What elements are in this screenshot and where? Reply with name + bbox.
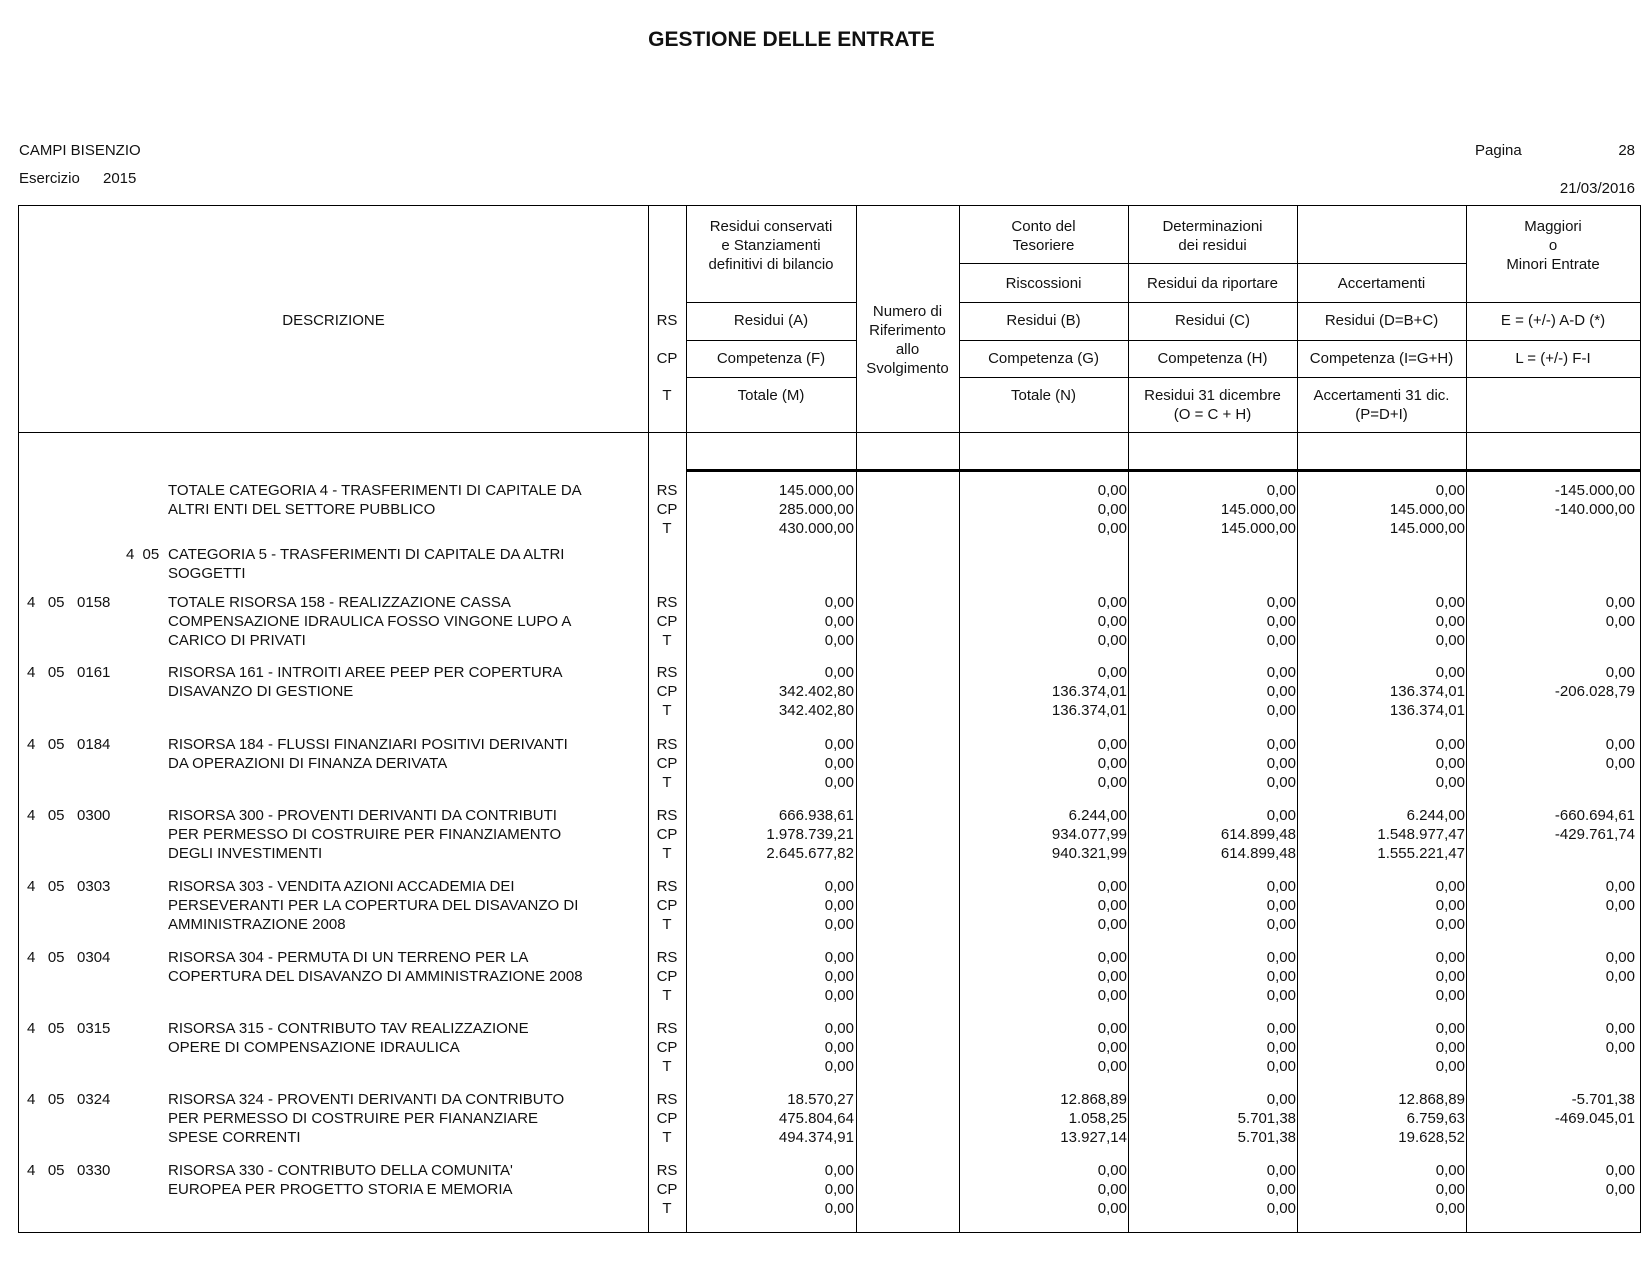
row-a: 18.570,27 475.804,64 494.374,91 <box>778 1091 854 1146</box>
row-e: -660.694,61 -429.761,74 <box>1554 807 1635 843</box>
row-types: RS CP T <box>656 807 678 862</box>
header-col-num: Numero di Riferimento allo Svolgimento <box>866 303 949 377</box>
exercise-year: 2015 <box>103 170 137 187</box>
row-desc: RISORSA 303 - VENDITA AZIONI ACCADEMIA DEI PERSEVERANTI PER LA COPERTURA DEL DISAVANZO DI AMMINISTRAZIONE 2008 <box>168 878 579 933</box>
row-b: 0,00 0,00 0,00 <box>1097 482 1127 537</box>
header-col-a-cp: Competenza (F) <box>716 350 826 367</box>
row-types: RS CP T <box>656 1020 678 1075</box>
row-code: 4 05 <box>126 546 160 563</box>
header-rule <box>959 302 1641 303</box>
row-types: RS CP T <box>656 482 678 537</box>
row-code: 4 05 0184 <box>27 736 111 753</box>
row-a: 145.000,00 285.000,00 430.000,00 <box>778 482 854 537</box>
row-b: 0,00 0,00 0,00 <box>1097 1020 1127 1075</box>
page-number: 28 <box>1618 142 1635 159</box>
row-c: 0,00 614.899,48 614.899,48 <box>1220 807 1296 862</box>
row-b: 0,00 0,00 0,00 <box>1097 949 1127 1004</box>
row-c: 0,00 0,00 0,00 <box>1266 1020 1296 1075</box>
header-col-c-rs: Residui (C) <box>1174 312 1250 329</box>
row-desc: RISORSA 184 - FLUSSI FINANZIARI POSITIVI DERIVANTI DA OPERAZIONI DI FINANZA DERIVATA <box>168 736 568 772</box>
row-b: 0,00 0,00 0,00 <box>1097 878 1127 933</box>
header-col-e-title: Maggiori o Minori Entrate <box>1506 218 1600 273</box>
header-col-c-title: Determinazioni dei residui <box>1162 218 1263 254</box>
header-t: T <box>662 387 672 404</box>
row-c: 0,00 0,00 0,00 <box>1266 664 1296 719</box>
header-col-c-t: Residui 31 dicembre (O = C + H) <box>1144 387 1281 423</box>
header-col-b-sub: Riscossioni <box>1005 275 1082 292</box>
header-col-b-title: Conto del Tesoriere <box>1011 218 1076 254</box>
header-rs: RS <box>656 312 678 329</box>
row-d: 0,00 0,00 0,00 <box>1435 594 1465 649</box>
row-d: 0,00 0,00 0,00 <box>1435 1162 1465 1217</box>
row-code: 4 05 0304 <box>27 949 111 966</box>
header-col-b-t: Totale (N) <box>1010 387 1077 404</box>
row-a: 0,00 0,00 0,00 <box>824 594 854 649</box>
row-desc: RISORSA 300 - PROVENTI DERIVANTI DA CONTRIBUTI PER PERMESSO DI COSTRUIRE PER FINANZIAMENTO DEGLI INVESTIMENTI <box>168 807 562 862</box>
row-c: 0,00 0,00 0,00 <box>1266 878 1296 933</box>
header-col-e-cp: L = (+/-) F-I <box>1515 350 1591 367</box>
row-d: 6.244,00 1.548.977,47 1.555.221,47 <box>1377 807 1465 862</box>
entity-name: CAMPI BISENZIO <box>19 142 141 159</box>
header-col-a-rs: Residui (A) <box>733 312 809 329</box>
row-desc: RISORSA 161 - INTROITI AREE PEEP PER COPERTURA DISAVANZO DI GESTIONE <box>168 664 563 700</box>
header-rule <box>686 377 856 378</box>
row-types: RS CP T <box>656 878 678 933</box>
header-col-e-rs: E = (+/-) A-D (*) <box>1500 312 1606 329</box>
header-rule <box>959 377 1641 378</box>
row-a: 0,00 0,00 0,00 <box>824 1020 854 1075</box>
row-b: 0,00 0,00 0,00 <box>1097 594 1127 649</box>
row-desc: RISORSA 304 - PERMUTA DI UN TERRENO PER LA COPERTURA DEL DISAVANZO DI AMMINISTRAZIONE 2008 <box>168 949 583 985</box>
row-d: 0,00 136.374,01 136.374,01 <box>1389 664 1465 719</box>
header-col-c-cp: Competenza (H) <box>1157 350 1268 367</box>
row-c: 0,00 5.701,38 5.701,38 <box>1237 1091 1296 1146</box>
row-e: -5.701,38 -469.045,01 <box>1554 1091 1635 1127</box>
row-b: 0,00 136.374,01 136.374,01 <box>1051 664 1127 719</box>
row-b: 6.244,00 934.077,99 940.321,99 <box>1051 807 1127 862</box>
header-cp: CP <box>656 350 678 367</box>
header-descrizione: DESCRIZIONE <box>282 312 385 329</box>
row-desc: TOTALE CATEGORIA 4 - TRASFERIMENTI DI CAPITALE DA ALTRI ENTI DEL SETTORE PUBBLICO <box>168 482 582 518</box>
header-col-d-cp: Competenza (I=G+H) <box>1309 350 1454 367</box>
row-d: 0,00 145.000,00 145.000,00 <box>1389 482 1465 537</box>
row-types: RS CP T <box>656 664 678 719</box>
report-date: 21/03/2016 <box>1559 180 1635 197</box>
header-col-b-cp: Competenza (G) <box>988 350 1099 367</box>
row-code: 4 05 0315 <box>27 1020 111 1037</box>
header-rule <box>686 340 856 341</box>
row-types: RS CP T <box>656 594 678 649</box>
row-types: RS CP T <box>656 1091 678 1146</box>
row-e: 0,00 0,00 <box>1605 949 1635 985</box>
exercise-label: Esercizio <box>19 170 80 187</box>
row-types: RS CP T <box>656 949 678 1004</box>
row-desc: CATEGORIA 5 - TRASFERIMENTI DI CAPITALE DA ALTRI SOGGETTI <box>168 546 565 582</box>
row-a: 0,00 0,00 0,00 <box>824 1162 854 1217</box>
row-types: RS CP T <box>656 1162 678 1217</box>
row-e: 0,00 0,00 <box>1605 1162 1635 1198</box>
row-c: 0,00 0,00 0,00 <box>1266 949 1296 1004</box>
row-a: 0,00 0,00 0,00 <box>824 949 854 1004</box>
header-col-b-rs: Residui (B) <box>1006 312 1081 329</box>
header-col-d-sub: Accertamenti <box>1337 275 1426 292</box>
header-col-d-rs: Residui (D=B+C) <box>1324 312 1439 329</box>
row-d: 0,00 0,00 0,00 <box>1435 878 1465 933</box>
row-d: 0,00 0,00 0,00 <box>1435 949 1465 1004</box>
row-b: 0,00 0,00 0,00 <box>1097 736 1127 791</box>
header-col-a-t: Totale (M) <box>737 387 805 404</box>
row-d: 12.868,89 6.759,63 19.628,52 <box>1398 1091 1465 1146</box>
header-col-c-sub: Residui da riportare <box>1147 275 1278 292</box>
row-a: 0,00 342.402,80 342.402,80 <box>778 664 854 719</box>
row-desc: RISORSA 315 - CONTRIBUTO TAV REALIZZAZIONE OPERE DI COMPENSAZIONE IDRAULICA <box>168 1020 529 1056</box>
row-desc: TOTALE RISORSA 158 - REALIZZAZIONE CASSA COMPENSAZIONE IDRAULICA FOSSO VINGONE LUPO A CARICO DI PRIVATI <box>168 594 572 649</box>
header-rule <box>959 263 1466 264</box>
page-title: GESTIONE DELLE ENTRATE <box>648 28 935 51</box>
row-a: 0,00 0,00 0,00 <box>824 878 854 933</box>
row-code: 4 05 0303 <box>27 878 111 895</box>
row-e: 0,00 0,00 <box>1605 736 1635 772</box>
row-types: RS CP T <box>656 736 678 791</box>
row-code: 4 05 0158 <box>27 594 111 611</box>
row-e: 0,00 -206.028,79 <box>1554 664 1635 700</box>
row-d: 0,00 0,00 0,00 <box>1435 1020 1465 1075</box>
row-d: 0,00 0,00 0,00 <box>1435 736 1465 791</box>
row-code: 4 05 0300 <box>27 807 111 824</box>
row-a: 0,00 0,00 0,00 <box>824 736 854 791</box>
thick-rule <box>686 469 1641 472</box>
row-code: 4 05 0324 <box>27 1091 111 1108</box>
header-col-d-t: Accertamenti 31 dic. (P=D+I) <box>1313 387 1450 423</box>
header-rule <box>686 302 856 303</box>
row-e: -145.000,00 -140.000,00 <box>1554 482 1635 518</box>
row-e: 0,00 0,00 <box>1605 594 1635 630</box>
row-b: 0,00 0,00 0,00 <box>1097 1162 1127 1217</box>
row-c: 0,00 145.000,00 145.000,00 <box>1220 482 1296 537</box>
row-desc: RISORSA 324 - PROVENTI DERIVANTI DA CONTRIBUTO PER PERMESSO DI COSTRUIRE PER FIANANZIARE SPESE CORRENTI <box>168 1091 565 1146</box>
page-label: Pagina <box>1475 142 1522 159</box>
row-a: 666.938,61 1.978.739,21 2.645.677,82 <box>766 807 854 862</box>
row-code: 4 05 0161 <box>27 664 111 681</box>
row-b: 12.868,89 1.058,25 13.927,14 <box>1060 1091 1127 1146</box>
row-e: 0,00 0,00 <box>1605 878 1635 914</box>
header-rule <box>959 340 1641 341</box>
header-col-a-title: Residui conservati e Stanziamenti definitivi di bilancio <box>708 218 834 273</box>
header-bottom-rule <box>19 432 1640 433</box>
row-code: 4 05 0330 <box>27 1162 111 1179</box>
row-e: 0,00 0,00 <box>1605 1020 1635 1056</box>
row-c: 0,00 0,00 0,00 <box>1266 1162 1296 1217</box>
row-c: 0,00 0,00 0,00 <box>1266 736 1296 791</box>
row-c: 0,00 0,00 0,00 <box>1266 594 1296 649</box>
row-desc: RISORSA 330 - CONTRIBUTO DELLA COMUNITA' EUROPEA PER PROGETTO STORIA E MEMORIA <box>168 1162 513 1198</box>
